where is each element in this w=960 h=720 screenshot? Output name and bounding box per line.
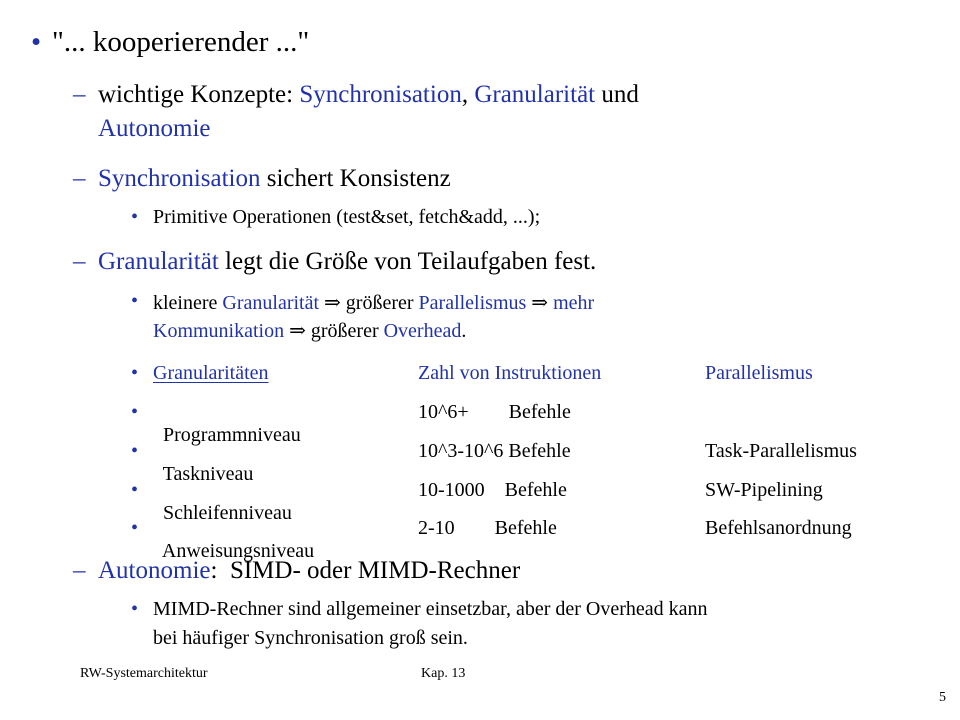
bullet-dot: • — [31, 26, 42, 58]
dash-marker: – — [73, 81, 86, 108]
granularity-table-header — [153, 362, 850, 385]
text-fragment: und — [595, 81, 639, 108]
bullet-dot: • — [131, 598, 139, 620]
autonomy-line — [98, 557, 520, 585]
keyword-overhead: Overhead — [383, 320, 462, 342]
row-parallelism: SW-Pipelining — [705, 479, 823, 501]
text-fragment: größerer — [345, 292, 419, 314]
dash-marker: – — [73, 557, 86, 584]
slide-heading: "... kooperierender ..." — [52, 26, 310, 58]
text-fragment: größerer — [310, 320, 384, 342]
dash-marker: – — [73, 248, 86, 275]
header-granularitaeten: Granularitäten — [153, 362, 269, 384]
footer-course-title: RW-Systemarchitektur — [80, 666, 208, 681]
keyword-synchronisation: Synchronisation — [299, 81, 462, 108]
keyword-granularitaet: Granularität — [222, 292, 320, 314]
text-fragment: legt die Größe von Teilaufgaben fest. — [218, 248, 597, 275]
row-instructions: 10-1000 Befehle — [418, 479, 567, 501]
text-fragment: , — [461, 81, 475, 108]
dash-marker: – — [73, 165, 86, 192]
bullet-dot: • — [131, 479, 139, 501]
row-instructions: 10^3-10^6 Befehle — [418, 440, 571, 462]
synchronisation-line — [98, 165, 451, 193]
keyword-parallelismus: Parallelismus — [418, 292, 527, 314]
row-granularity: Schleifenniveau — [163, 502, 292, 524]
keyword-autonomie: Autonomie — [98, 557, 211, 584]
row-instructions: 10^6+ Befehle — [418, 401, 571, 423]
text-fragment: wichtige Konzepte: — [98, 81, 300, 108]
mimd-text-line2: bei häufiger Synchronisation groß sein. — [153, 627, 468, 649]
keyword-mehr: mehr — [553, 292, 595, 314]
mimd-text-line1: MIMD-Rechner sind allgemeiner einsetzbar, aber der Overhead kann — [153, 598, 708, 620]
footer-chapter: Kap. 13 — [421, 666, 466, 681]
bullet-dot: • — [131, 206, 139, 228]
bullet-dot: • — [131, 362, 139, 384]
implies-arrow: ⇒ — [319, 292, 346, 314]
bullet-dot: • — [131, 401, 139, 423]
keyword-granularitaet: Granularität — [98, 248, 219, 275]
primitive-operations-item: Primitive Operationen (test&set, fetch&add, ...); — [153, 206, 541, 228]
keyword-granularitaet: Granularität — [474, 81, 596, 108]
row-parallelism: Befehlsanordnung — [705, 517, 852, 539]
granularity-line — [98, 248, 596, 276]
header-parallelismus: Parallelismus — [705, 362, 813, 384]
keyword-autonomie: Autonomie — [98, 115, 211, 142]
bullet-dot: • — [131, 440, 139, 462]
text-fragment: : SIMD- oder MIMD-Rechner — [210, 557, 521, 584]
implies-arrow: ⇒ — [526, 292, 554, 314]
row-granularity: Programmniveau — [163, 424, 301, 446]
page-number: 5 — [939, 690, 946, 705]
row-parallelism: Task-Parallelismus — [705, 440, 857, 462]
granularity-effect-line2 — [153, 318, 466, 343]
keyword-kommunikation: Kommunikation — [153, 320, 285, 342]
key-concepts-line — [98, 81, 639, 109]
keyword-synchronisation: Synchronisation — [98, 165, 261, 192]
implies-arrow: ⇒ — [284, 320, 311, 342]
text-fragment: sichert Konsistenz — [260, 165, 451, 192]
bullet-dot: • — [131, 290, 139, 312]
text-fragment: . — [461, 320, 467, 342]
header-zahl-instruktionen: Zahl von Instruktionen — [418, 362, 602, 384]
text-fragment: kleinere — [153, 292, 223, 314]
row-granularity: Taskniveau — [162, 463, 254, 485]
bullet-dot: • — [131, 517, 139, 539]
granularity-effect-line1 — [153, 290, 594, 315]
row-instructions: 2-10 Befehle — [418, 517, 557, 539]
row-granularity: Anweisungsniveau — [161, 540, 315, 562]
